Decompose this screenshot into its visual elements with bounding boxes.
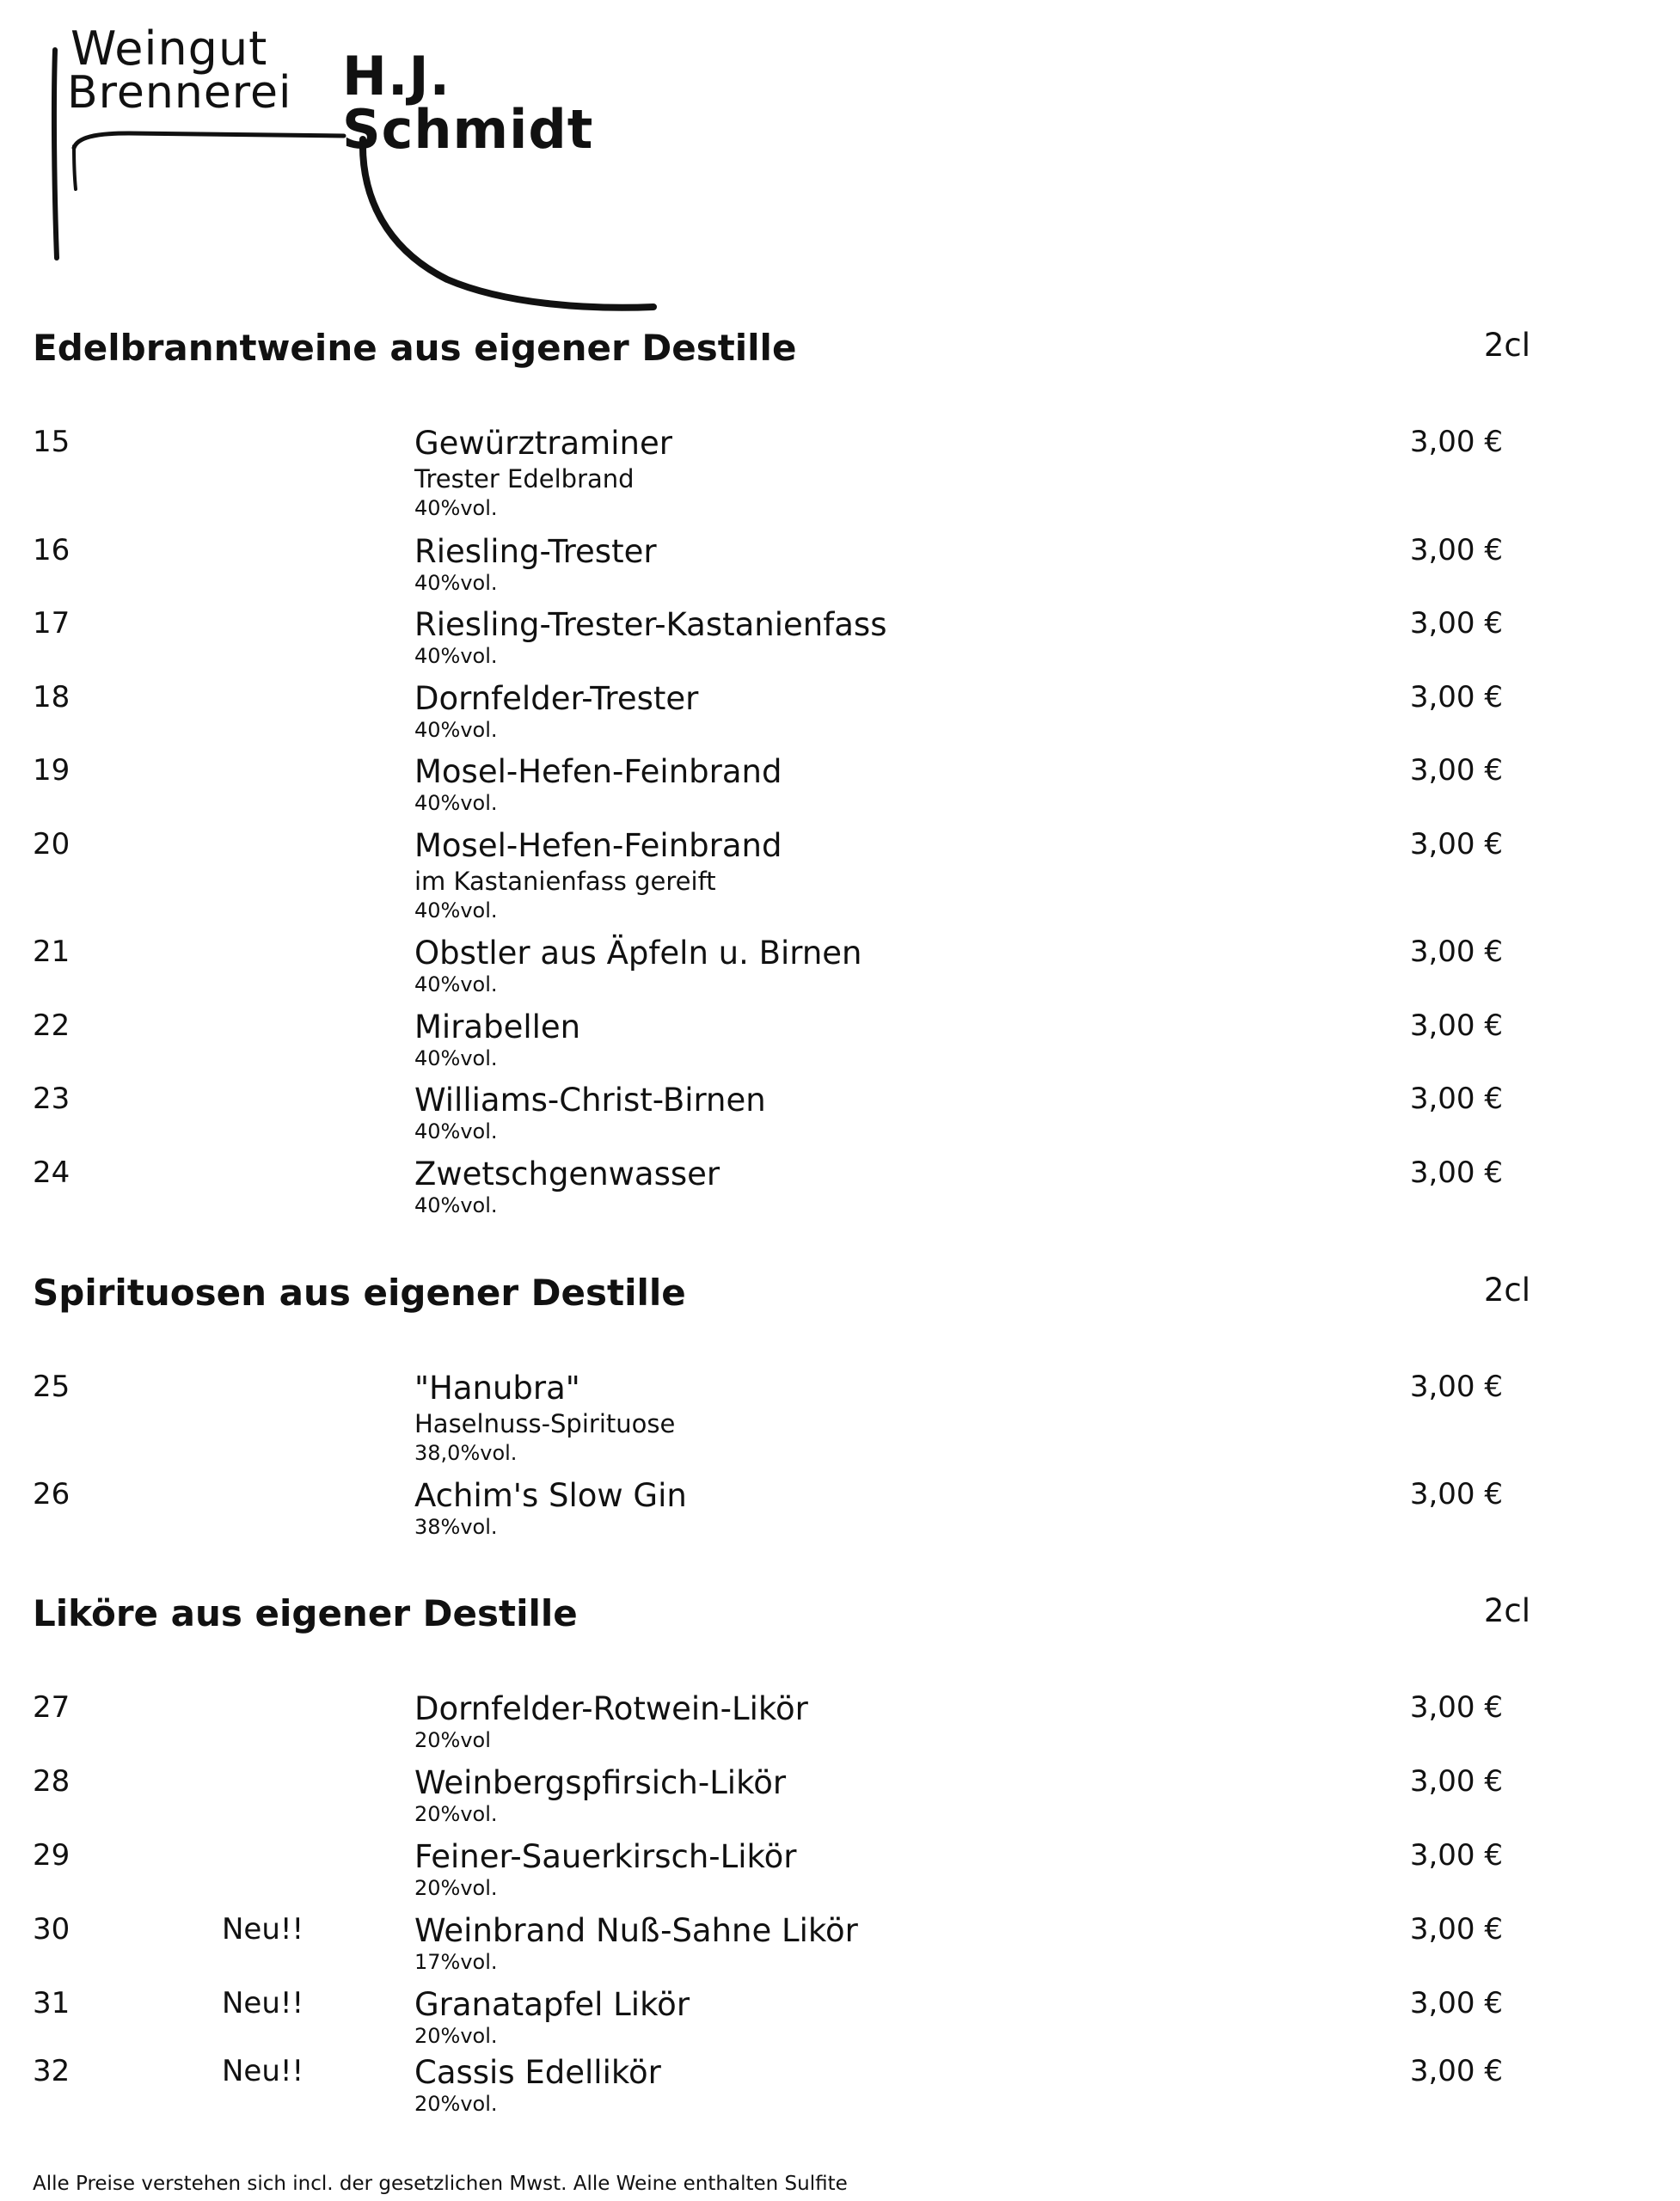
- item-name: Granatapfel Likör: [414, 1986, 690, 2023]
- item-description: Haselnuss-Spirituose: [414, 1409, 676, 1438]
- logo-line-brennerei: Brennerei: [67, 67, 292, 119]
- item-number: 20: [33, 827, 71, 861]
- item-price: 3,00 €: [1409, 1009, 1503, 1043]
- item-name: Cassis Edellikör: [414, 2054, 661, 2091]
- item-name: "Hanubra": [414, 1370, 580, 1407]
- item-number: 16: [33, 533, 71, 567]
- item-price: 3,00 €: [1409, 1477, 1503, 1511]
- item-volume: 40%vol.: [414, 898, 498, 923]
- item-name: Obstler aus Äpfeln u. Birnen: [414, 935, 862, 972]
- item-name: Mosel-Hefen-Feinbrand: [414, 753, 782, 790]
- section-title: Liköre aus eigener Destille: [33, 1592, 578, 1634]
- item-name: Zwetschgenwasser: [414, 1156, 720, 1192]
- section-unit: 2cl: [1483, 1272, 1530, 1309]
- item-number: 27: [33, 1690, 71, 1725]
- item-price: 3,00 €: [1409, 2054, 1503, 2088]
- item-volume: 17%vol.: [414, 1950, 498, 1974]
- item-volume: 20%vol.: [414, 1876, 498, 1900]
- item-number: 26: [33, 1477, 71, 1511]
- item-price: 3,00 €: [1409, 935, 1503, 969]
- item-volume: 20%vol.: [414, 2092, 498, 2116]
- item-name: Mosel-Hefen-Feinbrand: [414, 827, 782, 864]
- new-badge: Neu!!: [222, 1912, 304, 1947]
- item-volume: 38%vol.: [414, 1515, 498, 1539]
- item-name: Achim's Slow Gin: [414, 1477, 687, 1514]
- section-unit: 2cl: [1483, 327, 1530, 364]
- item-volume: 40%vol.: [414, 718, 498, 742]
- item-volume: 20%vol.: [414, 2024, 498, 2048]
- item-name: Riesling-Trester-Kastanienfass: [414, 606, 887, 643]
- item-description: im Kastanienfass gereift: [414, 867, 716, 896]
- item-name: Mirabellen: [414, 1009, 581, 1045]
- logo-line-weingut: Weingut: [71, 21, 268, 76]
- new-badge: Neu!!: [222, 2054, 304, 2088]
- footer-note: Alle Preise verstehen sich incl. der gesetzlichen Mwst. Alle Weine enthalten Sulfite: [33, 2173, 848, 2195]
- new-badge: Neu!!: [222, 1986, 304, 2020]
- item-price: 3,00 €: [1409, 1838, 1503, 1873]
- item-price: 3,00 €: [1409, 1082, 1503, 1116]
- item-volume: 40%vol.: [414, 1119, 498, 1143]
- item-volume: 40%vol.: [414, 644, 498, 668]
- item-volume: 40%vol.: [414, 972, 498, 996]
- item-number: 28: [33, 1764, 71, 1799]
- item-description: Trester Edelbrand: [414, 464, 635, 494]
- item-number: 25: [33, 1370, 71, 1404]
- item-number: 32: [33, 2054, 71, 2088]
- item-volume: 40%vol.: [414, 571, 498, 595]
- item-price: 3,00 €: [1409, 606, 1503, 641]
- item-name: Weinbrand Nuß-Sahne Likör: [414, 1912, 858, 1949]
- item-number: 29: [33, 1838, 71, 1873]
- item-number: 21: [33, 935, 71, 969]
- item-name: Gewürztraminer: [414, 425, 672, 462]
- item-volume: 40%vol.: [414, 496, 498, 520]
- item-volume: 20%vol: [414, 1728, 491, 1752]
- item-volume: 20%vol.: [414, 1802, 498, 1826]
- item-price: 3,00 €: [1409, 1986, 1503, 2020]
- item-price: 3,00 €: [1409, 1912, 1503, 1947]
- item-number: 18: [33, 680, 71, 714]
- item-number: 30: [33, 1912, 71, 1947]
- item-volume: 40%vol.: [414, 1046, 498, 1070]
- item-number: 15: [33, 425, 71, 459]
- item-price: 3,00 €: [1409, 1156, 1503, 1190]
- item-number: 24: [33, 1156, 71, 1190]
- item-volume: 40%vol.: [414, 1193, 498, 1217]
- item-price: 3,00 €: [1409, 680, 1503, 714]
- item-name: Feiner-Sauerkirsch-Likör: [414, 1838, 797, 1875]
- section-unit: 2cl: [1483, 1592, 1530, 1629]
- item-price: 3,00 €: [1409, 1764, 1503, 1799]
- item-name: Dornfelder-Rotwein-Likör: [414, 1690, 808, 1727]
- brand-logo: [26, 17, 679, 314]
- item-price: 3,00 €: [1409, 1690, 1503, 1725]
- item-volume: 38,0%vol.: [414, 1441, 518, 1465]
- item-name: Dornfelder-Trester: [414, 680, 699, 717]
- item-price: 3,00 €: [1409, 425, 1503, 459]
- item-name: Weinbergspfirsich-Likör: [414, 1764, 787, 1801]
- logo-name: H.J. Schmidt: [342, 45, 594, 161]
- item-number: 31: [33, 1986, 71, 2020]
- item-number: 22: [33, 1009, 71, 1043]
- item-price: 3,00 €: [1409, 753, 1503, 788]
- item-number: 19: [33, 753, 71, 788]
- section-title: Spirituosen aus eigener Destille: [33, 1272, 686, 1314]
- item-price: 3,00 €: [1409, 1370, 1503, 1404]
- item-number: 23: [33, 1082, 71, 1116]
- item-volume: 40%vol.: [414, 791, 498, 815]
- item-name: Riesling-Trester: [414, 533, 657, 570]
- item-price: 3,00 €: [1409, 827, 1503, 861]
- item-price: 3,00 €: [1409, 533, 1503, 567]
- item-number: 17: [33, 606, 71, 641]
- section-title: Edelbranntweine aus eigener Destille: [33, 327, 797, 369]
- item-name: Williams-Christ-Birnen: [414, 1082, 766, 1119]
